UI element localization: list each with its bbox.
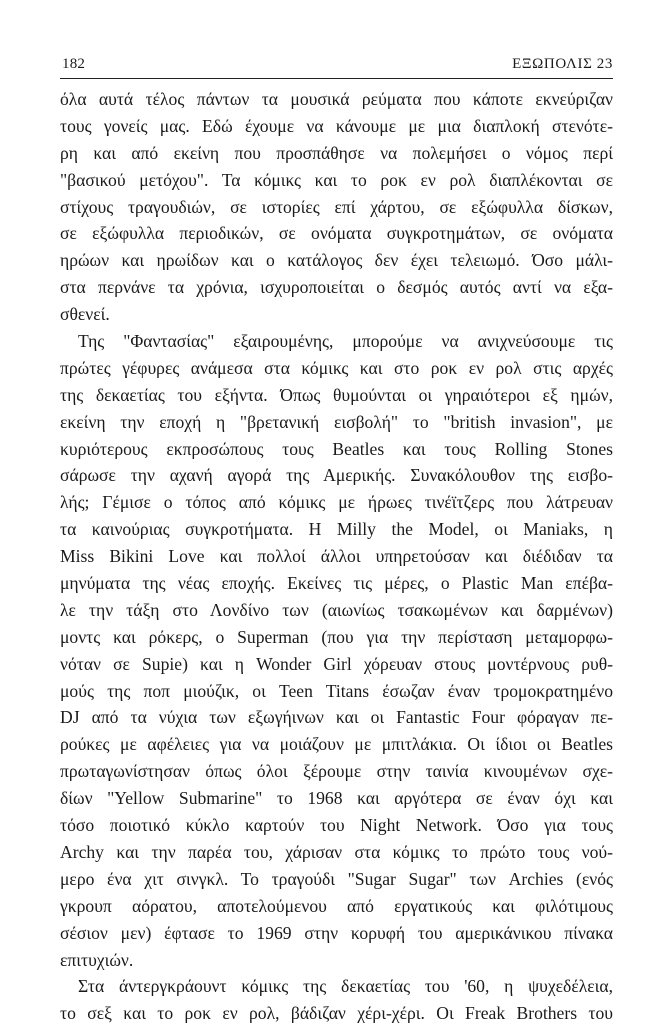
text-line: Στα άντεργκράουντ κόμικς της δεκαετίας του '60, η ψυχεδέλεια, (78, 976, 613, 997)
text-line: ηρώων και ηρωίδων και ο κατάλογος δεν έχει τελειωμό. Όσο μάλι- (60, 250, 613, 271)
page-number: 182 (62, 56, 86, 72)
text-line: "βασικού μετόχου". Τα κόμικς και το ροκ εν ρολ διαπλέκονται σε (60, 169, 613, 190)
text-line: λε την τάξη στο Λονδίνο των (αιωνίως τσακωμένων και δαρμένων) (60, 599, 613, 620)
text-line: πρωταγωνίστησαν όπως όλοι ξέρουμε στην ταινία κινουμένων σχε- (60, 761, 613, 782)
text-line: κυριότερους εκπροσώπους τους Beatles και τους Rolling Stones (60, 438, 613, 459)
text-line: Archy και την παρέα του, χάρισαν στα κόμικς το πρώτο τους νού- (60, 841, 613, 862)
text-line: μούς της ποπ μιούζικ, οι Teen Titans έσωζαν έναν τρομοκρατημένο (60, 680, 613, 701)
text-line: σέσιον μεν) έφτασε το 1969 στην κορυφή του αμερικάνικου πίνακα (60, 922, 613, 943)
text-line: επιτυχιών. (60, 949, 134, 970)
text-line: Της "Φαντασίας" εξαιρουμένης, μπορούμε να ανιχνεύσουμε τις (78, 331, 613, 352)
text-line: τόσο ποιοτικό κύκλο καρτούν του Night Network. Όσο για τους (60, 815, 613, 836)
text-line: μοντς και ρόκερς, ο Superman (που για την περίσταση μεταμορφω- (60, 626, 613, 647)
body-text (60, 86, 613, 1027)
text-line: εκείνη την εποχή η "βρετανική εισβολή" το "british invasion", με (60, 411, 613, 432)
text-line: μερο ένα χιτ σινγκλ. Το τραγούδι "Sugar Sugar" των Archies (ενός (60, 868, 613, 889)
text-line: ρη και από εκείνη που προσπάθησε να πολεμήσει ο νόμος περί (60, 142, 613, 163)
text-line: DJ από τα νύχια των εξωγήινων και οι Fantastic Four φόραγαν πε- (60, 707, 613, 728)
text-line: όλα αυτά τέλος πάντων τα μουσικά ρεύματα που κάποτε εκνεύριζαν (60, 89, 613, 109)
text-line: της δεκαετίας του εξήντα. Όπως θυμούνται οι γηραιότεροι εξ ημών, (60, 384, 613, 405)
text-line: στα περνάνε τα χρόνια, ισχυροποιείται ο δεσμός αυτός αντί να εξα- (60, 277, 613, 298)
text-line: νόταν σε Supie) και η Wonder Girl χόρευαν στους μοντέρνους ρυθ- (60, 653, 613, 674)
text-line: σθενεί. (60, 304, 110, 325)
text-line: δίων "Yellow Submarine" το 1968 και αργότερα σε έναν όχι και (60, 788, 613, 809)
text-line: σάρωσε την αχανή αγορά της Αμερικής. Συνακόλουθον της εισβο- (60, 465, 613, 486)
text-line: λής; Γέμισε ο τόπος από κόμικς με ήρωες τινέϊτζερς που λάτρευαν (60, 492, 613, 513)
running-head (60, 52, 613, 78)
text-line: τα καινούριας συγκροτήματα. Η Milly the Model, οι Maniaks, η (60, 519, 613, 540)
text-line: σε εξώφυλλα περιοδικών, σε ονόματα συγκροτημάτων, σε ονόματα (60, 223, 613, 244)
text-line: στίχους τραγουδιών, σε ιστορίες επί χάρτου, σε εξώφυλλα δίσκων, (60, 196, 613, 217)
header-rule (60, 78, 613, 79)
text-line: γκρουπ αόρατου, αποτελούμενου από εργατικούς και φιλότιμους (60, 895, 613, 916)
text-line: μηνύματα της νέας εποχής. Εκείνες τις μέρες, ο Plastic Man επέβα- (60, 573, 613, 594)
text-line: τους γονείς μας. Εδώ έχουμε να κάνουμε με μια διαπλοκή στενότε- (60, 115, 613, 136)
text-line: Miss Bikini Love και πολλοί άλλοι υπηρετούσαν και διέδιδαν τα (60, 546, 613, 567)
running-title: ΕΞΩΠΟΛΙΣ 23 (512, 56, 613, 72)
text-line: πρώτες γέφυρες ανάμεσα στα κόμικς και στο ροκ εν ρολ στις αρχές (60, 357, 613, 378)
text-line: ρούκες με αφέλειες για να μοιάζουν με μπιτλάκια. Οι ίδιοι οι Beatles (60, 734, 613, 755)
text-line: το σεξ και το ροκ εν ρολ, βάδιζαν χέρι-χέρι. Οι Freak Brothers του (60, 1003, 613, 1024)
